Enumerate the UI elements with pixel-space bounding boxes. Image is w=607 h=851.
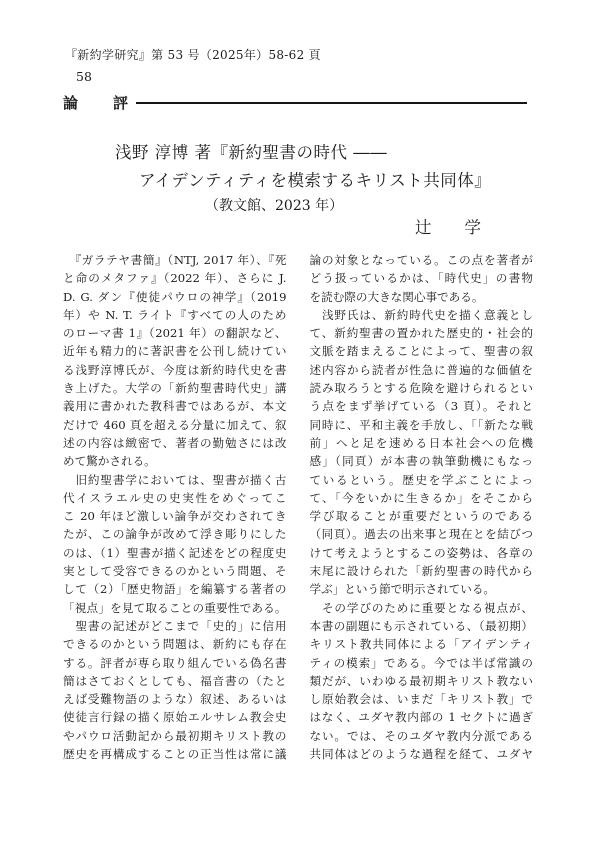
text-line: 感」（同頁）が本書の執筆動機にもなっ: [309, 454, 533, 469]
section-label-pyo: 評: [113, 94, 129, 112]
text-line: だけで 460 頁を超える分量に加えて、叙: [63, 417, 287, 432]
text-line: こ 20 年ほど激しい論争が交わされてき: [63, 509, 287, 524]
text-line: 類だが、いわゆる最初期キリスト教ない: [309, 673, 533, 688]
text-line: （同頁）。過去の出来事と現在とを結びつ: [309, 527, 533, 542]
text-line: を読む際の大きな関心事である。: [309, 289, 484, 304]
text-line: のローマ書 1』（2021 年）の翻訳など、: [63, 326, 287, 341]
text-line: 同時に、平和主義を手放し、「「新たな戦: [309, 417, 533, 432]
text-line: 浅野氏は、新約時代史を描く意義とし: [309, 307, 533, 322]
text-line: 義用に書かれた教科書ではあるが、本文: [63, 399, 287, 414]
text-line: その学びのために重要となる視点が、: [309, 600, 533, 615]
text-line: キリスト教共同体による「アイデンティ: [309, 637, 533, 652]
text-line: 述の内容は緻密で、著者の勤勉さには改: [63, 435, 287, 450]
text-line: 使徒言行録の描く原始エルサレム教会史: [63, 710, 287, 725]
text-line: 「視点」を見て取ることの重要性である。: [63, 600, 287, 615]
text-line: たが、この論争が改めて浮き彫りにした: [63, 527, 287, 542]
text-line: う点をまず挙げている（3 頁）。それと: [309, 399, 533, 414]
review-title-line1: 浅野 淳博 著『新約聖書の時代 ――: [115, 143, 388, 162]
text-line: どう扱っているかは、「時代史」の書物: [309, 271, 533, 286]
text-line: D. G. ダン『使徒パウロの神学』（2019: [63, 289, 287, 304]
text-line: 近年も精力的に著訳書を公刊し続けてい: [63, 344, 287, 359]
text-line: やパウロ活動記から最初期キリスト教の: [63, 728, 287, 743]
text-line: 論の対象となっている。この点を著者が: [309, 253, 533, 267]
text-line: 聖書の記述がどこまで「史的」に信用: [63, 618, 287, 633]
text-line: する。評者が専ら取り組んでいる偽名書: [63, 655, 287, 670]
text-line: えば受難物語のような）叙述、あるいは: [63, 692, 287, 707]
text-line: 簡はさておくとしても、福音書の（たと: [63, 673, 287, 688]
text-line: き上げた。大学の「新約聖書時代史」講: [63, 381, 287, 396]
text-line: 年）や N. T. ライト『すべての人のため: [63, 307, 287, 322]
text-line: 学び取ることが重要だというのである: [309, 509, 533, 524]
text-line: できるのかという問題は、新約にも存在: [63, 637, 287, 652]
text-line: 学ぶ」という節で明示されている。: [309, 582, 496, 597]
text-line: ティの模索」である。今では半ば常識の: [309, 655, 533, 670]
text-line: る浅野淳博氏が、今度は新約時代史を書: [63, 362, 287, 377]
text-line: て、「今をいかに生きるか」をそこから: [309, 490, 533, 505]
text-line: と命のメタファ』（2022 年）、さらに J.: [63, 271, 287, 286]
section-rule-line: [136, 102, 527, 105]
text-column-2: [310, 251, 534, 763]
text-line: て、新約聖書の置かれた歴史的・社会的: [309, 326, 533, 341]
text-line: 旧約聖書学においては、聖書が描く古: [63, 472, 287, 487]
body-text-columns: [63, 251, 533, 763]
review-title-line2: アイデンティティを模索するキリスト共同体』: [139, 171, 492, 190]
text-line: けて考えようとするこの姿勢は、各章の: [309, 545, 533, 560]
text-line: 末尾に設けられた「新約聖書の時代から: [309, 564, 533, 579]
text-line: 歴史を再構成することの正当性は常に議: [63, 747, 287, 762]
text-line: ているという。歴史を学ぶことによっ: [309, 472, 533, 487]
text-column-1: [63, 251, 287, 763]
text-line: 読み取ろうとする危険を避けられるとい: [309, 381, 533, 396]
section-label-ron: 論: [63, 94, 79, 112]
journal-citation: 『新約学研究』第 53 号（2025年）58-62 頁: [65, 48, 321, 62]
section-header: [63, 94, 527, 112]
page-number: 58: [76, 69, 92, 84]
text-line: 実として受容できるのかという問題、そ: [63, 564, 287, 579]
text-line: し原始教会は、いまだ「キリスト教」で: [309, 692, 533, 707]
publisher-year: （教文館、2023 年）: [205, 198, 344, 214]
text-line: 共同体はどのような過程を経て、ユダヤ: [309, 747, 533, 762]
reviewer-given-name: 学: [464, 218, 481, 237]
text-line: 代イスラエル史の史実性をめぐってこ: [63, 490, 287, 505]
text-line: して（2）「歴史物語」を編纂する著者の: [63, 582, 287, 597]
text-line: 本書の副題にも示されている、（最初期）: [309, 618, 533, 633]
text-line: 『ガラテヤ書簡』（NTJ, 2017 年）、『死: [63, 253, 287, 267]
reviewer-name: [415, 214, 481, 238]
text-line: はなく、ユダヤ教内部の 1 セクトに過ぎ: [309, 710, 533, 725]
text-line: 前」へと足を速める日本社会への危機: [309, 435, 533, 450]
text-line: 述内容から読者が性急に普遍的な価値を: [309, 362, 533, 377]
text-line: のは、（1）聖書が描く記述をどの程度史: [63, 545, 287, 560]
text-line: ない。では、そのユダヤ教内分派である: [309, 728, 533, 743]
reviewer-family-name: 辻: [415, 218, 432, 237]
text-line: めて驚かされる。: [63, 454, 156, 469]
text-line: 文脈を踏まえることによって、聖書の叙: [309, 344, 533, 359]
